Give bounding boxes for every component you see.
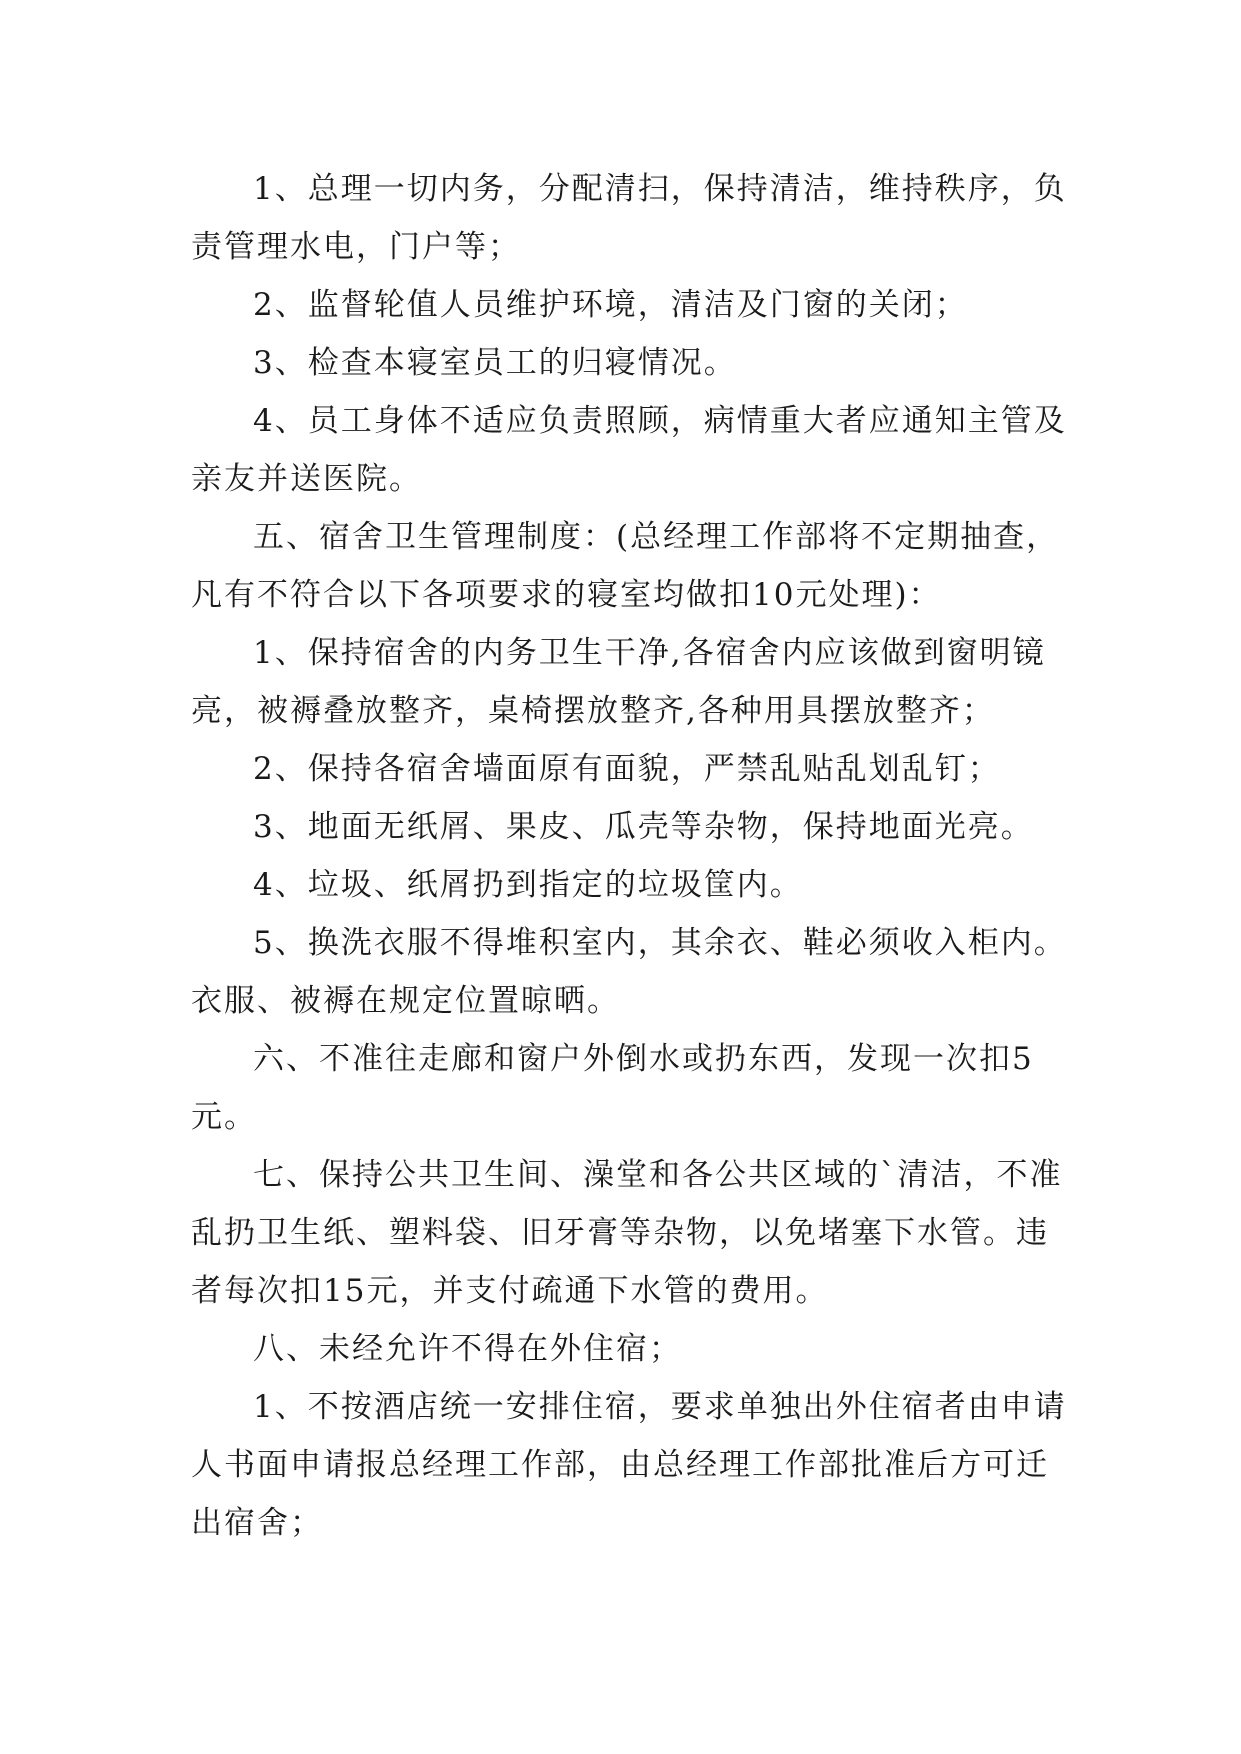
paragraph-duty-3: 3、检查本寝室员工的归寝情况。 [253,345,737,381]
paragraph-duty-4: 4、员工身体不适应负责照顾，病情重大者应通知主管及亲友并送医院。 [191,403,1067,497]
paragraph-hygiene-4: 4、垃圾、纸屑扔到指定的垃圾筐内。 [253,867,803,903]
paragraph-duty-1: 1、总理一切内务，分配清扫，保持清洁，维持秩序，负责管理水电，门户等； [191,171,1067,265]
section-heading-eight: 八、未经允许不得在外住宿； [253,1331,682,1367]
section-heading-five: 五、宿舍卫生管理制度：(总经理工作部将不定期抽查，凡有不符合以下各项要求的寝室均做扣10元处理)： [191,519,1060,613]
paragraph-lodging-1: 1、不按酒店统一安排住宿，要求单独出外住宿者由申请人书面申请报总经理工作部，由总经理工作部批准后方可迁出宿舍； [191,1389,1067,1541]
paragraph-hygiene-3: 3、地面无纸屑、果皮、瓜壳等杂物，保持地面光亮。 [253,809,1034,845]
document-body [191,160,1071,1552]
paragraph-hygiene-2: 2、保持各宿舍墙面原有面貌，严禁乱贴乱划乱钉； [253,751,1001,787]
paragraph-hygiene-5: 5、换洗衣服不得堆积室内，其余衣、鞋必须收入柜内。衣服、被褥在规定位置晾晒。 [191,925,1067,1019]
section-heading-seven: 七、保持公共卫生间、澡堂和各公共区域的`清洁，不准乱扔卫生纸、塑料袋、旧牙膏等杂物，以免堵塞下水管。违者每次扣15元，并支付疏通下水管的费用。 [191,1157,1063,1309]
section-heading-six: 六、不准往走廊和窗户外倒水或扔东西，发现一次扣5元。 [191,1041,1034,1135]
paragraph-hygiene-1: 1、保持宿舍的内务卫生干净,各宿舍内应该做到窗明镜亮，被褥叠放整齐，桌椅摆放整齐,各种用具摆放整齐； [191,635,1046,729]
paragraph-duty-2: 2、监督轮值人员维护环境，清洁及门窗的关闭； [253,287,968,323]
